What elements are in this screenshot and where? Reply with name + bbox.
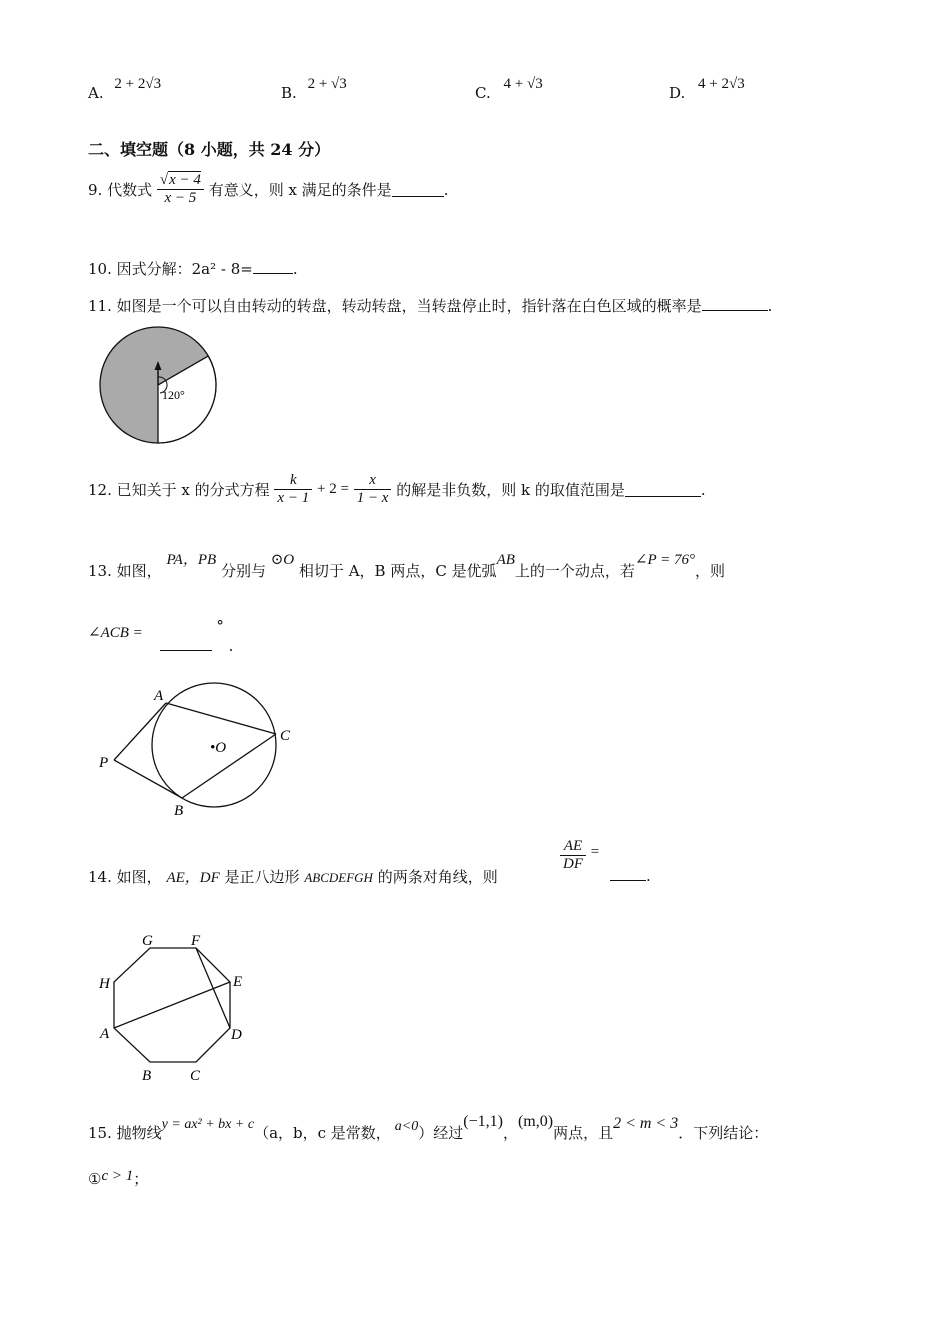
label-b: B: [174, 803, 184, 819]
q11-number: 11.: [88, 297, 112, 315]
q13-text-1: 如图，: [116, 562, 162, 580]
q15-number: 15.: [88, 1124, 112, 1142]
q14-end: .: [646, 867, 651, 885]
label-b: B: [142, 1068, 152, 1084]
q14-fraction: [560, 838, 586, 873]
q15-point-1: (−1,1): [463, 1113, 503, 1130]
q15-c1-expr: c > 1: [101, 1168, 134, 1184]
question-13-line2: [88, 617, 234, 655]
q13-degree: °: [216, 617, 224, 635]
label-a: A: [154, 688, 164, 704]
question-13: [88, 552, 726, 581]
q10-end: .: [292, 260, 298, 278]
q15-conclusion-1: [88, 1168, 148, 1189]
q12-number: 12.: [88, 480, 112, 499]
q15-text-4: 两点，且: [553, 1124, 614, 1142]
q15-comma: ，: [502, 1124, 518, 1142]
q9-fraction: $\frac{√x - 4}{x - 5}$: [157, 172, 204, 207]
q14-ae-df: AE，DF: [166, 870, 220, 886]
q14-answer-blank[interactable]: [610, 866, 646, 881]
q14-f-denominator: DF: [563, 856, 583, 872]
label-f: F: [191, 933, 201, 949]
q12-answer-blank[interactable]: [625, 482, 701, 497]
q14-equals: =: [590, 844, 600, 860]
option-a: [88, 76, 162, 103]
q12-f2-numerator: x: [354, 472, 392, 490]
label-c: C: [280, 728, 291, 744]
q14-answer-group: [610, 866, 651, 885]
question-11: [88, 295, 772, 316]
q9-pre: 代数式: [107, 181, 153, 199]
option-d-expr: 4 + 2√3: [698, 76, 745, 92]
q9-number: 9.: [88, 180, 103, 199]
q15-c1-end: ；: [133, 1170, 149, 1188]
q12-pre: 已知关于 x 的分式方程: [116, 481, 270, 499]
q13-circle-o: ⊙O: [270, 552, 295, 568]
label-c: C: [190, 1068, 201, 1084]
q15-point-2: (m,0): [517, 1113, 554, 1130]
q15-range: 2 < m < 3: [613, 1115, 679, 1132]
q13-pa-pb: PA，PB: [166, 552, 217, 568]
q13-text-4: 上的一个动点，若: [514, 562, 635, 580]
q13-number: 13.: [88, 562, 112, 580]
q11-end: .: [767, 297, 773, 315]
label-e: E: [233, 974, 243, 990]
q9-end: .: [443, 180, 449, 199]
q12-f2-denominator: 1 − x: [356, 490, 389, 506]
q12-fraction-left: [274, 472, 312, 507]
q15-text-3: ）经过: [418, 1124, 464, 1142]
q12-post: 的解是非负数，则 k 的取值范围是: [396, 481, 625, 499]
option-b-label: B.: [281, 84, 297, 102]
q10-text: 因式分解：2a² - 8=: [116, 260, 253, 278]
option-b-expr: 2 + √3: [307, 76, 347, 92]
angle-label: 120°: [162, 388, 185, 402]
octagon-figure: [96, 930, 256, 1086]
q11-answer-blank[interactable]: [702, 296, 768, 311]
q13-text-2: 分别与: [220, 562, 266, 580]
q15-c1-mark: ①: [88, 1170, 102, 1188]
q15-expression: y = ax² + bx + c: [161, 1117, 255, 1132]
tangent-circle-figure: [96, 682, 306, 822]
option-a-label: A.: [88, 84, 104, 102]
q14-number: 14.: [88, 868, 112, 886]
q13-text-5: ，则: [695, 562, 726, 580]
q10-number: 10.: [88, 260, 112, 278]
option-d: [669, 76, 745, 103]
q13-angle-acb: ∠ACB =: [88, 625, 143, 641]
q13-arc-ab: AB: [496, 552, 515, 568]
q14-f-numerator: AE: [560, 838, 586, 856]
question-9: [88, 172, 448, 207]
label-d: D: [231, 1027, 242, 1043]
label-a: A: [100, 1026, 110, 1042]
q12-mid: + 2 =: [316, 481, 349, 497]
label-p: P: [99, 755, 109, 771]
q12-f1-denominator: x − 1: [277, 490, 310, 506]
question-12: [88, 472, 706, 507]
option-b: [281, 76, 347, 103]
q12-f1-numerator: k: [274, 472, 312, 490]
option-c-label: C.: [475, 84, 491, 102]
q9-post: 有意义，则 x 满足的条件是: [208, 181, 392, 199]
question-10: [88, 258, 298, 279]
q13-condition: ∠P = 76°: [634, 552, 695, 568]
q14-polygon-name: ABCDEFGH: [304, 870, 373, 885]
q15-text-1: 抛物线: [116, 1124, 162, 1142]
section-title: 二、填空题（8 小题，共 24 分）: [88, 140, 331, 159]
q11-text: 如图是一个可以自由转动的转盘，转动转盘，当转盘停止时，指针落在白色区域的概率是: [116, 297, 702, 315]
q9-denominator: x − 5: [164, 190, 197, 206]
question-15: [88, 1113, 769, 1143]
option-a-expr: 2 + 2√3: [114, 76, 162, 92]
option-d-label: D.: [669, 84, 686, 102]
q9-numerator: x − 4: [169, 172, 201, 188]
option-c-expr: 4 + √3: [503, 76, 543, 92]
q15-text-2: （a，b，c 是常数，: [254, 1124, 391, 1142]
q14-text-1: 如图，: [116, 868, 162, 886]
option-c: [475, 76, 543, 103]
question-14: [88, 866, 498, 887]
q13-text-3: 相切于 A，B 两点，C 是优弧: [298, 562, 497, 580]
q13-end: .: [228, 637, 234, 655]
q13-answer-blank[interactable]: [160, 636, 212, 651]
q15-text-5: ．下列结论：: [678, 1124, 769, 1142]
q14-text-3: 的两条对角线，则: [377, 868, 498, 886]
q12-end: .: [700, 480, 706, 499]
q12-fraction-right: [354, 472, 392, 507]
q10-answer-blank[interactable]: [253, 259, 293, 274]
spinner-figure: [96, 323, 222, 449]
label-g: G: [142, 933, 153, 949]
label-o: •O: [210, 740, 227, 756]
label-h: H: [99, 976, 110, 992]
q14-text-2: 是正八边形: [224, 868, 300, 886]
q9-answer-blank[interactable]: [392, 182, 444, 197]
q14-fraction-group: [560, 838, 599, 873]
q15-condition: a<0: [394, 1119, 419, 1134]
